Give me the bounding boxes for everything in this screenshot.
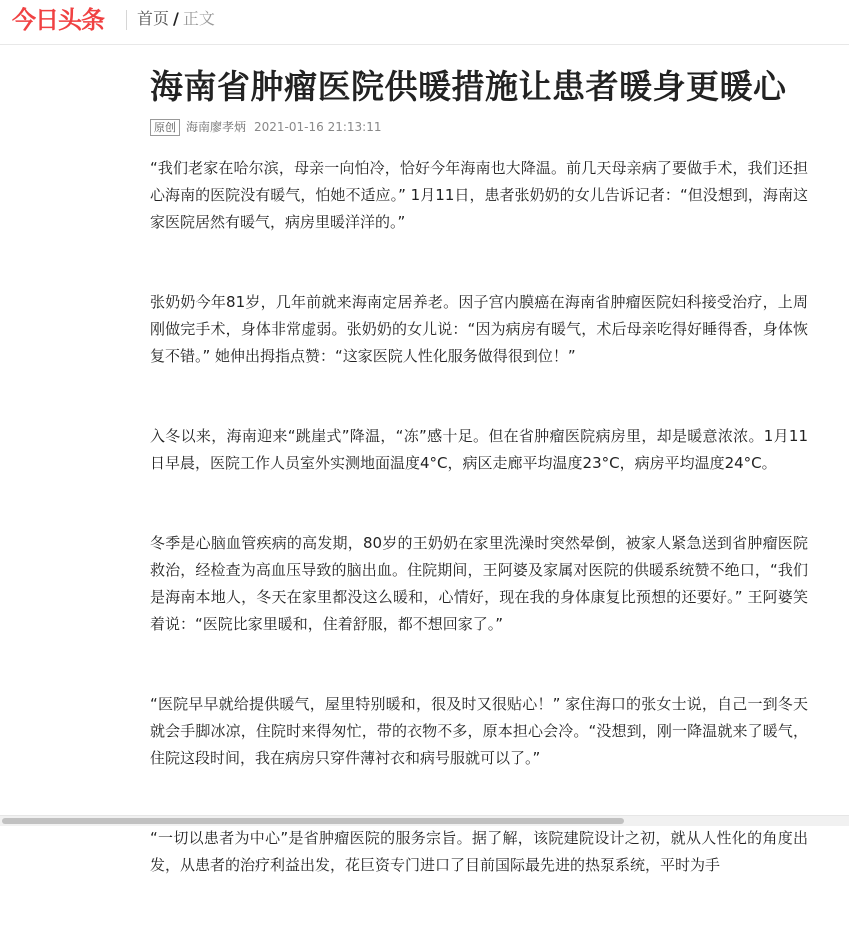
breadcrumb bbox=[137, 8, 215, 30]
article-paragraph: “医院早早就给提供暖气，屋里特别暖和，很及时又很贴心！” 家住海口的张女士说，自己一到冬天就会手脚冰凉，住院时来得匆忙，带的衣物不多，原本担心会冷。“没想到，刚一降温就来了暖气，住院这段时间，我在病房只穿件薄衬衣和病号服就可以了。” bbox=[150, 691, 808, 772]
article-title: 海南省肿瘤医院供暖措施让患者暖身更暖心 bbox=[150, 62, 808, 112]
logo-divider bbox=[126, 10, 127, 30]
article-meta bbox=[150, 118, 808, 140]
breadcrumb-home-link[interactable]: 首页 bbox=[137, 9, 169, 28]
article-body bbox=[150, 155, 808, 879]
article-paragraph: “我们老家在哈尔滨，母亲一向怕冷，恰好今年海南也大降温。前几天母亲病了要做手术，我们还担心海南的医院没有暖气，怕她不适应。” 1月11日，患者张奶奶的女儿告诉记者：“但没想到，海南这家医院居然有暖气，病房里暖洋洋的。” bbox=[150, 155, 808, 236]
publish-time: 2021-01-16 21:13:11 bbox=[254, 120, 381, 134]
article-paragraph: 冬季是心脑血管疾病的高发期，80岁的王奶奶在家里洗澡时突然晕倒，被家人紧急送到省肿瘤医院救治，经检查为高血压导致的脑出血。住院期间，王阿婆及家属对医院的供暖系统赞不绝口，“我们是海南本地人，冬天在家里都没这么暖和，心情好，现在我的身体康复比预想的还要好。” 王阿婆笑着说：“医院比家里暖和，住着舒服，都不想回家了。” bbox=[150, 530, 808, 638]
original-badge: 原创 bbox=[150, 119, 180, 136]
article-paragraph: 张奶奶今年81岁，几年前就来海南定居养老。因子宫内膜癌在海南省肿瘤医院妇科接受治疗，上周刚做完手术，身体非常虚弱。张奶奶的女儿说：“因为病房有暖气，术后母亲吃得好睡得香，身体恢复不错。” 她伸出拇指点赞：“这家医院人性化服务做得很到位！” bbox=[150, 289, 808, 370]
article bbox=[150, 62, 808, 932]
toutiao-logo[interactable]: 今日头条 bbox=[12, 4, 104, 36]
horizontal-scrollbar[interactable] bbox=[0, 815, 849, 826]
scrollbar-thumb[interactable] bbox=[2, 818, 624, 824]
article-paragraph: 入冬以来，海南迎来“跳崖式”降温，“冻”感十足。但在省肿瘤医院病房里，却是暖意浓浓。1月11日早晨，医院工作人员室外实测地面温度4°C，病区走廊平均温度23°C，病房平均温度24°C。 bbox=[150, 423, 808, 477]
breadcrumb-separator: / bbox=[173, 9, 179, 28]
author-link[interactable]: 海南廖孝炳 bbox=[186, 120, 246, 134]
top-header bbox=[0, 0, 849, 45]
breadcrumb-current: 正文 bbox=[183, 9, 215, 28]
article-paragraph: “一切以患者为中心”是省肿瘤医院的服务宗旨。据了解，该院建院设计之初，就从人性化的角度出发，从患者的治疗利益出发，花巨资专门进口了目前国际最先进的热泵系统，平时为手 bbox=[150, 825, 808, 879]
